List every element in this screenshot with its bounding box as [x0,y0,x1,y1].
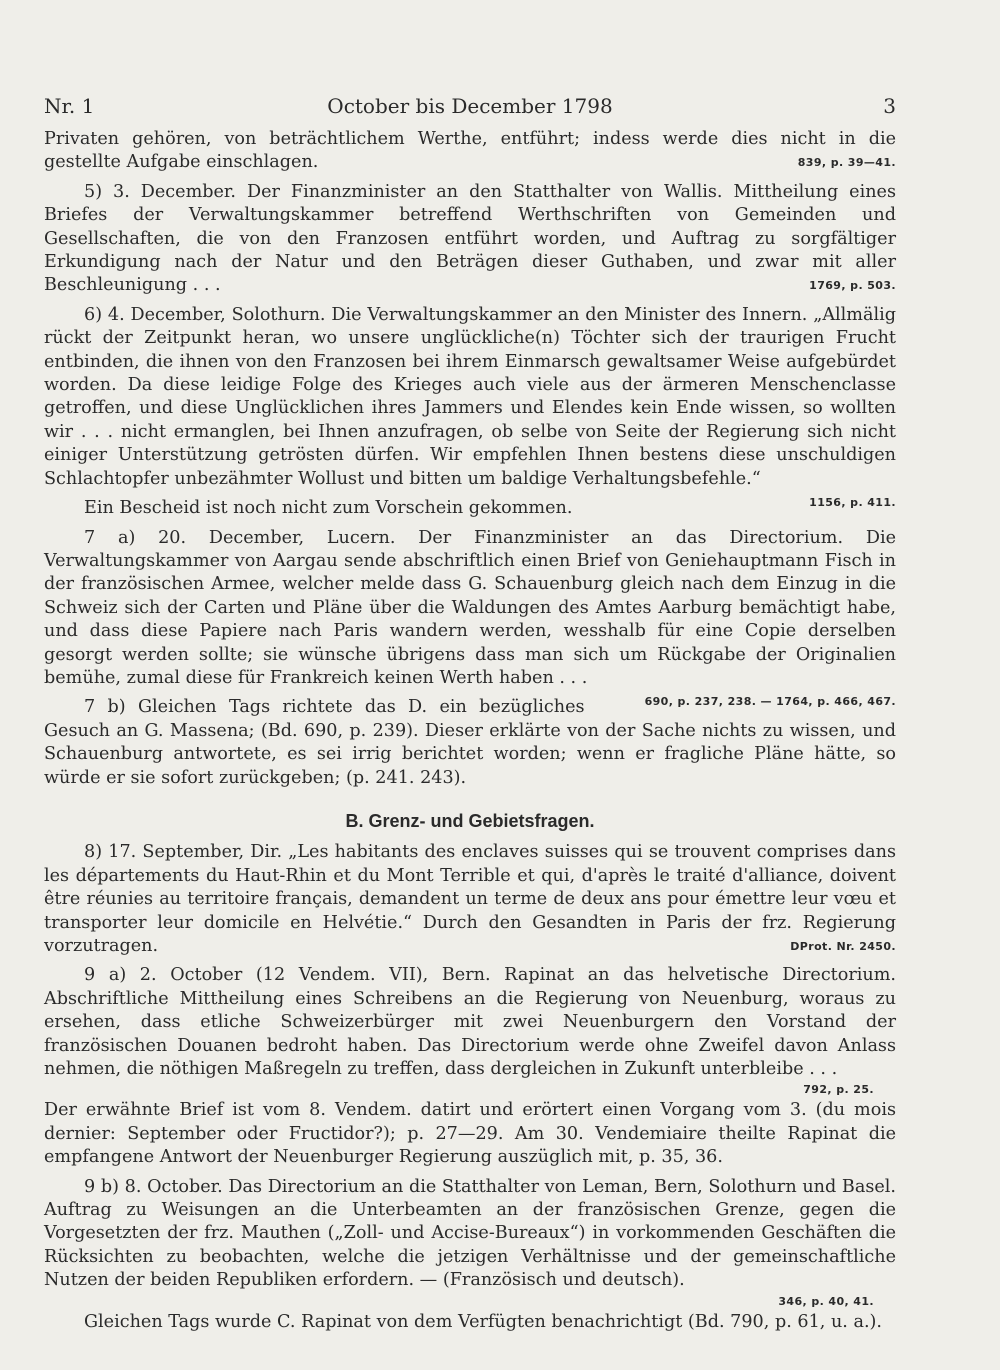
paragraph: Gleichen Tags wurde C. Rapinat von dem Verfügten benachrichtigt (Bd. 790, p. 61, u. a.). [84,1311,883,1332]
archive-reference: 1156, p. 411. [809,496,896,510]
archive-reference: DProt. Nr. 2450. [790,940,896,953]
archive-reference: 792, p. 25. [803,1083,874,1097]
page-title: October bis December 1798 [327,94,613,118]
paragraph: 9 a) 2. October (12 Vendem. VII), Bern. Rapinat an das helvetische Directorium. Abschriftliche Mittheilung eines Schreibens an die Regierung von Neuenburg, woraus zu ersehen, dass etliche Schweizerbürger mit zwei Neuenburgern den Vorstand der französischen Douanen bedroht haben. Das Directorium werde ohne Zweifel davon Anlass nehmen, die nöthigen Maßregeln zu treffen, dass dergleichen in Zukunft unterbleibe . . . [44,965,896,1080]
archive-reference: 839, p. 39—41. [797,156,896,170]
section-heading: B. Grenz- und Gebietsfragen. [345,810,595,831]
paragraph: Privaten gehören, von beträchtlichem Werthe, entführt; indess werde dies nicht in die gestellte Aufgabe einschlagen. 839, p. 39—41. [44,128,896,175]
paragraph: 6) 4. December, Solothurn. Die Verwaltungskammer an den Minister des Innern. „Allmälig rückt der Zeitpunkt heran, wo unsere unglückliche(n) Töchter sich der traurigen Frucht entbinden, die ihnen von den Franzosen bei ihrem Einmarsch gewaltsamer Weise aufgebürdet worden. Da diese leidige Folge des Krieges auch viele aus der ärmeren Menschenclasse getroffen, und diese Unglücklichen ihres Jammers und Elendes kein Ende wissen, so wollten wir . . . nicht ermanglen, bei Ihnen anzufragen, ob selbe von Seite der Regierung sich nicht einiger Unterstützung getrösten dürfen. Wir empfehlen Ihnen bestens diese unschuldigen Schlachtopfer unbezähmter Wollust und bitten um baldige Verhaltungsbefehle.“ 1156, p. 411. [44,304,896,491]
paragraph: Ein Bescheid ist noch nicht zum Vorschein gekommen. [84,498,573,519]
archive-reference: 690, p. 237, 238. — 1764, p. 466, 467. [644,695,896,709]
paragraph: 9 b) 8. October. Das Directorium an die Statthalter von Leman, Bern, Solothurn und Basel. Auftrag zu Weisungen an die Unterbeamten an der französischen Grenze, gegen die Vorgesetzten der frz. Mauthen („Zoll- und Accise-Bureaux“) in vorkommenden Geschäften die Rücksichten zu beobachten, welche die jetzigen Verhältnisse und der gemeinschaftliche Nutzen der beiden Republiken erfordern. — (Französisch und deutsch). [44,1176,896,1291]
paragraph: 8) 17. September, Dir. „Les habitants des enclaves suisses qui se trouvent comprises dans les départements du Haut-Rhin et du Mont Terrible et qui, d'après le traité d'alliance, doivent être réunies au territoire français, demandent un terme de deux ans pour émettre leur vœu et transporter leur domicile en Helvétie.“ Durch den Gesandten in Paris der frz. Regierung vorzutragen. DProt. Nr. 2450. [44,841,896,958]
page-body [44,128,896,1340]
page-number: 3 [883,94,896,118]
page-header [44,94,896,124]
paragraph: 7 a) 20. December, Lucern. Der Finanzminister an das Directorium. Die Verwaltungskammer von Aargau sende abschriftlich einen Brief von Geniehauptmann Fisch in der französischen Armee, welcher melde dass G. Schauenburg gleich nach dem Einzug in die Schweiz sich der Carten und Pläne über die Waldungen des Amtes Aarburg bemächtigt habe, und dass diese Papiere nach Paris wandern werden, wesshalb für eine Copie derselben gesorgt werden sollte; sie wünsche übrigens dass man sich um Rückgabe der Originalien bemühe, zumal diese für Frankreich keinen Werth haben . . . 690, p. 237, 238. — 1764, p. 466, 467. [44,527,896,691]
archive-reference: 346, p. 40, 41. [778,1294,874,1308]
document-number: Nr. 1 [44,94,95,118]
paragraph: Der erwähnte Brief ist vom 8. Vendem. datirt und erörtert einen Vorgang vom 3. (du mois dernier: September oder Fructidor?); p. 27—29. Am 30. Vendemiaire theilte Rapinat die empfangene Antwort der Neuenburger Regierung auszüglich mit, p. 35, 36. [44,1100,896,1168]
archive-reference: 1769, p. 503. [809,279,896,293]
paragraph: 7 b) Gleichen Tags richtete das D. ein bezügliches Gesuch an G. Massena; (Bd. 690, p. 239). Dieser erklärte von der Sache nichts zu wissen, und Schauenburg antwortete, es sei irrig berichtet worden; wenn er fragliche Pläne hätte, so würde er sie sofort zurückgeben; (p. 241. 243). [44,697,896,788]
paragraph: 5) 3. December. Der Finanzminister an den Statthalter von Wallis. Mittheilung eines Briefes der Verwaltungskammer betreffend Werthschriften von Gemeinden und Gesellschaften, die von den Franzosen entführt worden, und Auftrag zu sorgfältiger Erkundigung nach der Natur und den Beträgen dieser Guthaben, und zwar mit aller Beschleunigung . . . 1769, p. 503. [44,181,896,298]
